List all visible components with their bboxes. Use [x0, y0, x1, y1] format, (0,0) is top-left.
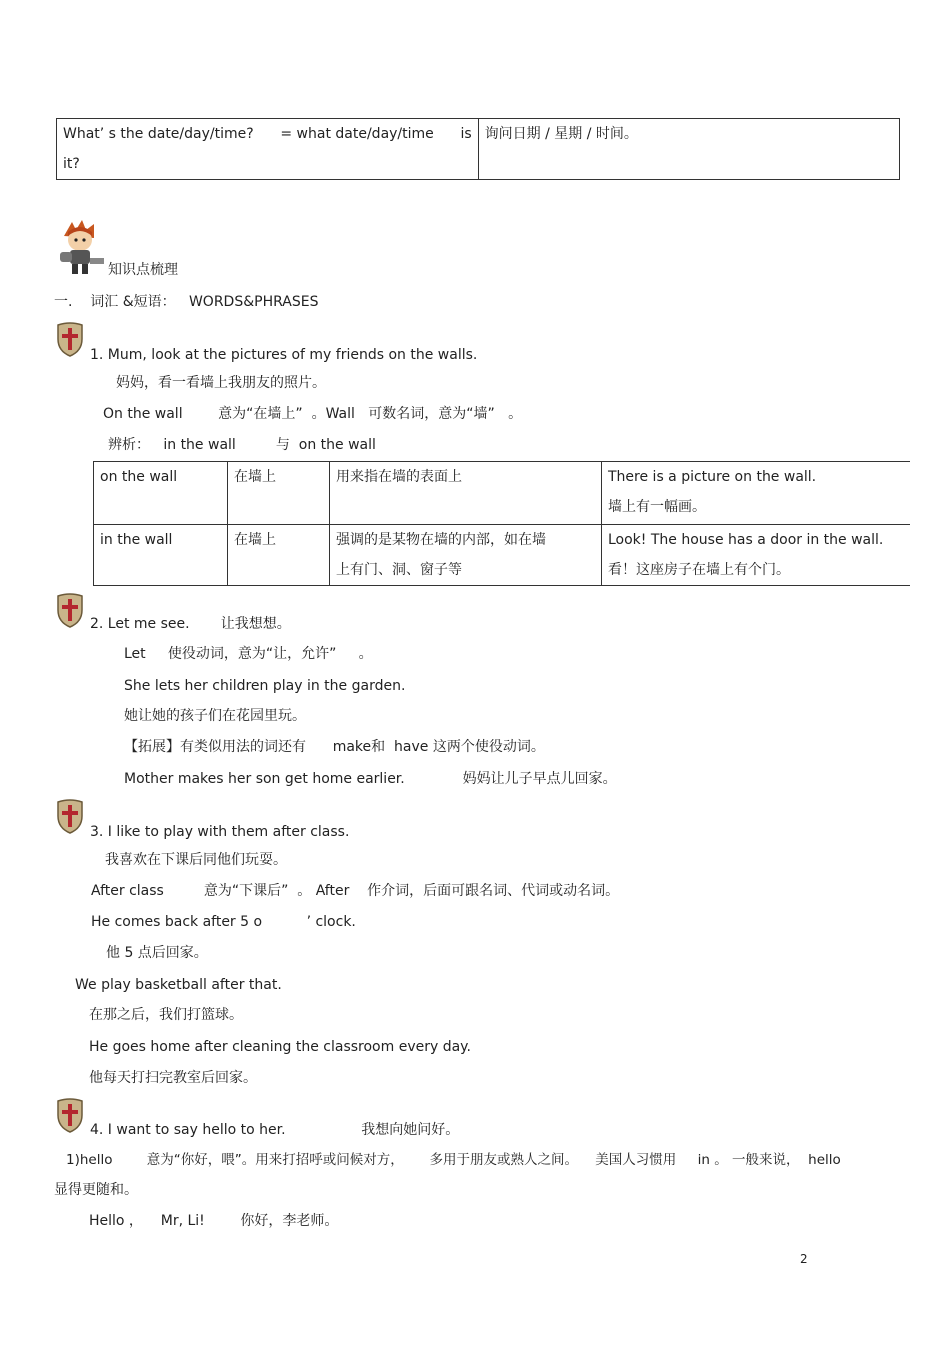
table-row [94, 462, 911, 525]
item4-line1: 1)hello 意为“你好，喂”。用来打招呼或问候对方， 多用于朋友或熟人之间。 美国人习惯用 in 。 一般来说， hello [66, 1152, 841, 1168]
item2-line4: 【拓展】有类似用法的词还有 make和 have 这两个使役动词。 [124, 739, 545, 755]
item3-sentence: 3. I like to play with them after class. [90, 824, 350, 840]
table-cell-example [602, 525, 911, 586]
item3-line7: 他每天打扫完教室后回家。 [89, 1070, 257, 1086]
top-table-left [57, 119, 479, 180]
table-cell-meaning: 在墙上 [228, 525, 330, 586]
table-cell-usage-line: 强调的是某物在墙的内部，如在墙 [336, 532, 546, 548]
item3-line5: 在那之后，我们打篮球。 [89, 1007, 243, 1023]
table-cell-example-line: 墙上有一幅画。 [608, 499, 706, 515]
table-cell-example [602, 462, 911, 525]
table-cell-usage [330, 525, 602, 586]
shield-icon [56, 1097, 84, 1133]
item4-sentence: 4. I want to say hello to her. 我想向她问好。 [90, 1122, 460, 1138]
table-cell-usage-line: 用来指在墙的表面上 [336, 469, 462, 485]
item1-sentence: 1. Mum, look at the pictures of my friends on the walls. [90, 347, 478, 363]
item2-line3: 她让她的孩子们在花园里玩。 [124, 708, 306, 724]
table-cell-example-line: There is a picture on the wall. [608, 469, 817, 485]
table-cell-phrase: on the wall [94, 462, 228, 525]
table-row [94, 525, 911, 586]
table-cell-example-line: 看！这座房子在墙上有个门。 [608, 562, 790, 578]
item2-line5: Mother makes her son get home earlier. 妈妈让儿子早点儿回家。 [124, 771, 617, 787]
comparison-table [93, 461, 910, 586]
item4-line3: Hello ， Mr, Li! 你好，李老师。 [89, 1213, 339, 1229]
table-cell-meaning: 在墙上 [228, 462, 330, 525]
section-heading: 一. 词汇 &短语： WORDS&PHRASES [54, 294, 319, 310]
top-table-right: 询问日期 / 星期 / 时间。 [478, 119, 899, 180]
item1-translation: 妈妈，看一看墙上我朋友的照片。 [116, 375, 326, 391]
item2-line1: Let 使役动词，意为“让，允许” 。 [124, 646, 373, 662]
shield-icon [56, 592, 84, 628]
top-table-left-line2: it? [63, 156, 80, 172]
item1-compare: 辨析： in the wall 与 on the wall [108, 437, 376, 453]
table-cell-usage [330, 462, 602, 525]
item3-line2: He comes back after 5 o ’ clock. [91, 914, 356, 930]
table-cell-phrase: in the wall [94, 525, 228, 586]
mascot-icon [54, 218, 106, 276]
item2-line2: She lets her children play in the garden. [124, 678, 406, 694]
item3-translation: 我喜欢在下课后同他们玩耍。 [105, 852, 287, 868]
item4-line2: 显得更随和。 [54, 1182, 138, 1198]
table-cell-usage-line: 上有门、洞、窗子等 [336, 562, 462, 578]
item1-note: On the wall 意为“在墙上” 。Wall 可数名词，意为“墙” 。 [103, 406, 523, 422]
shield-icon [56, 321, 84, 357]
item2-sentence: 2. Let me see. 让我想想。 [90, 616, 291, 632]
table-cell-example-line: Look! The house has a door in the wall. [608, 532, 884, 548]
item3-line1: After class 意为“下课后” 。 After 作介词，后面可跟名词、代词或动名词。 [91, 883, 620, 899]
top-table-left-line1: What’ s the date/day/time? = what date/day/time is [63, 126, 472, 142]
top-table [56, 118, 900, 180]
item3-line4: We play basketball after that. [75, 977, 282, 993]
page-number: 2 [800, 1252, 808, 1266]
section-title: 知识点梳理 [108, 262, 178, 278]
item3-line3: 他 5 点后回家。 [106, 945, 208, 961]
item3-line6: He goes home after cleaning the classroom every day. [89, 1039, 471, 1055]
shield-icon [56, 798, 84, 834]
